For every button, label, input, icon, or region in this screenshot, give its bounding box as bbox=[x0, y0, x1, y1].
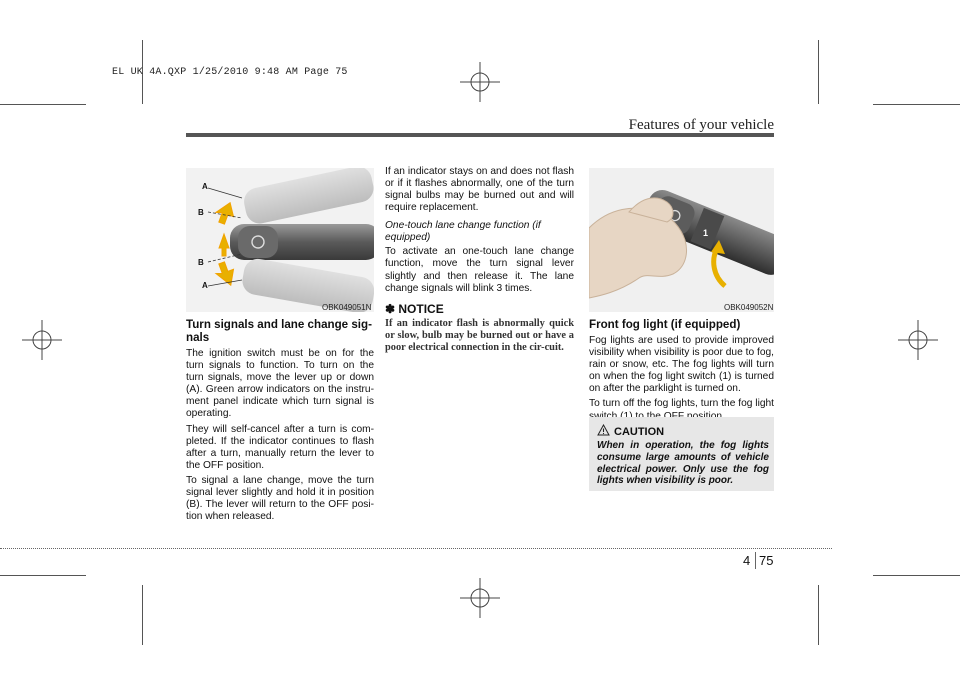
label-b-bottom: B bbox=[198, 258, 204, 267]
notice-body: If an indicator flash is abnormally quick or slow, bulb may be burned out or have a poor electrical connection in the cir-cuit. bbox=[385, 317, 574, 354]
header-rule bbox=[186, 133, 774, 137]
turn-signal-illustration bbox=[186, 168, 374, 312]
turn-signals-heading: Turn signals and lane change sig-nals bbox=[186, 318, 372, 344]
fog-light-figure bbox=[589, 168, 774, 312]
label-a-top: A bbox=[202, 182, 208, 191]
turn-signal-figure bbox=[186, 168, 374, 312]
registration-mark-left bbox=[22, 320, 62, 360]
registration-mark-top bbox=[460, 62, 500, 102]
section-number: 4 bbox=[743, 553, 751, 568]
page-number-divider bbox=[755, 552, 756, 569]
fog-light-paragraph-2: To turn off the fog lights, turn the fog light bbox=[589, 398, 774, 410]
one-touch-subheading: One-touch lane change function (if equipped) bbox=[385, 220, 541, 244]
caution-title: CAUTION bbox=[614, 426, 665, 438]
label-b-top: B bbox=[198, 208, 204, 217]
arrow-up-icon bbox=[213, 199, 237, 226]
fog-light-paragraph-1: Fog lights are used to provide improved visibility when visibility is poor due to fog, rain or snow, etc. The fog lights will turn on when the fog light switch (1) is turned on after the parklight is turned on. bbox=[589, 335, 774, 395]
registration-mark-bottom bbox=[460, 578, 500, 618]
notice-title: ✽ NOTICE bbox=[385, 301, 444, 316]
hand bbox=[589, 198, 687, 298]
lever-ghost-top bbox=[241, 168, 374, 226]
right-column bbox=[589, 318, 774, 426]
warning-triangle-icon bbox=[597, 424, 610, 436]
turn-signals-paragraph-1: The ignition switch must be on for the turn signals to function. To turn on the turn signals, move the lever up or down (A). Green arrow indicators on the instru-ment panel indicate which turn signal is operating. bbox=[186, 348, 374, 420]
footer-rule bbox=[0, 548, 832, 549]
figure-caption-right: OBK049052N bbox=[724, 303, 774, 312]
registration-mark-right bbox=[898, 320, 938, 360]
print-slug: EL UK 4A.QXP 1/25/2010 9:48 AM Page 75 bbox=[112, 67, 348, 78]
page-header-title: Features of your vehicle bbox=[628, 117, 774, 133]
lever-main bbox=[230, 224, 374, 260]
arrow-up-small-icon bbox=[219, 234, 229, 256]
label-1: 1 bbox=[703, 228, 709, 238]
indicator-paragraph: If an indicator stays on and does not flash or if it flashes abnormally, one of the turn signal bulbs may be burned out and will require replacement. bbox=[385, 166, 574, 214]
middle-column bbox=[385, 166, 574, 354]
fog-light-illustration bbox=[589, 168, 774, 312]
turn-signals-paragraph-2: They will self-cancel after a turn is com-pleted. If the indicator continues to flash after a turn, manually return the lever to the OFF position. bbox=[186, 423, 374, 471]
page-number: 75 bbox=[759, 553, 774, 568]
one-touch-paragraph: To activate an one-touch lane change function, move the turn signal lever slightly and then release it. The lane change signals will blink 3 times. bbox=[385, 246, 574, 294]
label-a-bottom: A bbox=[202, 281, 208, 290]
turn-signals-paragraph-3: To signal a lane change, move the turn signal lever slightly and hold it in position (B). The lever will return to the OFF posi-tion when released. bbox=[186, 474, 374, 523]
figure-caption-left: OBK049051N bbox=[322, 303, 372, 312]
caution-box bbox=[589, 417, 774, 491]
left-column bbox=[186, 318, 374, 526]
caution-body: When in operation, the fog lights consume large amounts of vehicle electrical power. Only use the fog lights when visibility is poor. bbox=[597, 440, 769, 487]
fog-light-heading: Front fog light (if equipped) bbox=[589, 318, 741, 331]
